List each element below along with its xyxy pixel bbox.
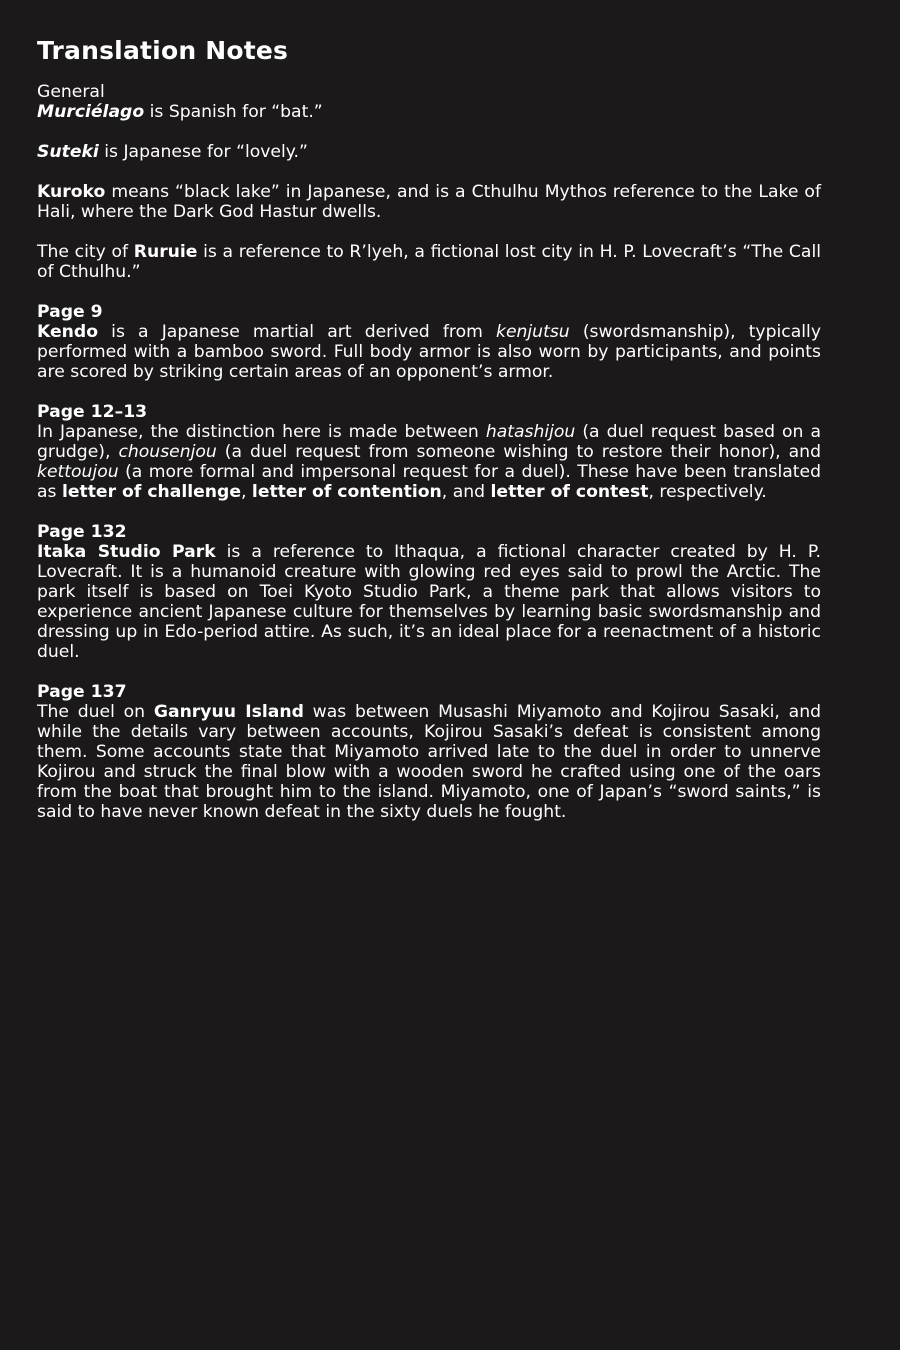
note-itaka-studio-park bbox=[37, 522, 821, 662]
section-heading-page-12-13: Page 12–13 bbox=[37, 402, 148, 422]
term-chousenjou: chousenjou bbox=[118, 442, 217, 462]
note-text: , bbox=[240, 482, 252, 502]
note-duel-letters bbox=[37, 402, 821, 502]
note-kendo bbox=[37, 302, 821, 382]
term-letter-of-challenge: letter of challenge bbox=[61, 482, 241, 502]
term-hatashijou: hatashijou bbox=[485, 422, 576, 442]
note-text: means “black lake” in Japanese, and is a Cthulhu Mythos reference to the Lake of Hali, where the Dark God Hastur dwells. bbox=[37, 182, 821, 222]
section-page-132 bbox=[37, 522, 821, 662]
term-ganryuu-island: Ganryuu Island bbox=[153, 702, 304, 722]
term-kenjutsu: kenjutsu bbox=[495, 322, 570, 342]
note-ganryuu-island bbox=[37, 682, 821, 822]
note-text: is a reference to R’lyeh, a fictional lost city in H. P. Lovecraft’s “The Call of Cthulhu.” bbox=[37, 242, 822, 282]
note-text: (a duel request from someone wishing to restore their honor), and bbox=[216, 442, 821, 462]
section-heading-page-132: Page 132 bbox=[37, 522, 127, 542]
term-murcielago: Murciélago bbox=[37, 102, 145, 122]
term-letter-of-contention: letter of contention bbox=[251, 482, 442, 502]
note-text: is Spanish for “bat.” bbox=[144, 102, 323, 122]
section-heading-page-137: Page 137 bbox=[37, 682, 127, 702]
section-heading-general: General bbox=[37, 82, 105, 102]
note-text: (swordsmanship), typically performed with a bamboo sword. Full body armor is also worn by participants, and points are scored by striking certain areas of an opponent’s armor. bbox=[37, 322, 821, 382]
note-text: , and bbox=[441, 482, 491, 502]
note-text: The duel on bbox=[37, 702, 154, 722]
term-letter-of-contest: letter of contest bbox=[490, 482, 649, 502]
section-page-137 bbox=[37, 682, 821, 822]
term-suteki: Suteki bbox=[37, 142, 99, 162]
note-text: (a duel request based on a grudge), bbox=[37, 422, 822, 462]
note-text: In Japanese, the distinction here is made between bbox=[37, 422, 486, 442]
note-murcielago bbox=[37, 82, 821, 122]
note-text: is Japanese for “lovely.” bbox=[98, 142, 308, 162]
section-page-9 bbox=[37, 302, 821, 382]
note-text: was between Musashi Miyamoto and Kojirou Sasaki, and while the details vary between accounts, Kojirou Sasaki’s defeat is consistent among them. Some accounts state that Miyamoto arrived late to the duel in order to unnerve Kojirou and struck the final blow with a wooden sword he crafted using one of the oars from the boat that brought him to the island. Miyamoto, one of Japan’s “sword saints,” is said to have never known defeat in the sixty duels he fought. bbox=[37, 702, 821, 822]
term-kuroko: Kuroko bbox=[37, 182, 106, 202]
section-general bbox=[37, 82, 821, 282]
note-ruruie bbox=[37, 242, 821, 282]
note-text: The city of bbox=[37, 242, 134, 262]
term-itaka-studio-park: Itaka Studio Park bbox=[37, 542, 216, 562]
term-ruruie: Ruruie bbox=[133, 242, 198, 262]
note-kuroko bbox=[37, 182, 821, 222]
term-kettoujou: kettoujou bbox=[37, 462, 119, 482]
term-kendo: Kendo bbox=[37, 322, 99, 342]
note-text: (a more formal and impersonal request for a duel). These have been translated as bbox=[37, 462, 821, 502]
note-text: is a Japanese martial art derived from bbox=[98, 322, 496, 342]
note-suteki bbox=[37, 142, 821, 162]
section-page-12-13 bbox=[37, 402, 821, 502]
section-heading-page-9: Page 9 bbox=[37, 302, 103, 322]
note-text: , respectively. bbox=[648, 482, 767, 502]
note-text: is a reference to Ithaqua, a fictional character created by H. P. Lovecraft. It is a humanoid creature with glowing red eyes said to prowl the Arctic. The park itself is based on Toei Kyoto Studio Park, a theme park that allows visitors to experience ancient Japanese culture for themselves by learning basic swordsmanship and dressing up in Edo-period attire. As such, it’s an ideal place for a reenactment of a historic duel. bbox=[37, 542, 821, 662]
page-title: Translation Notes bbox=[37, 36, 289, 65]
